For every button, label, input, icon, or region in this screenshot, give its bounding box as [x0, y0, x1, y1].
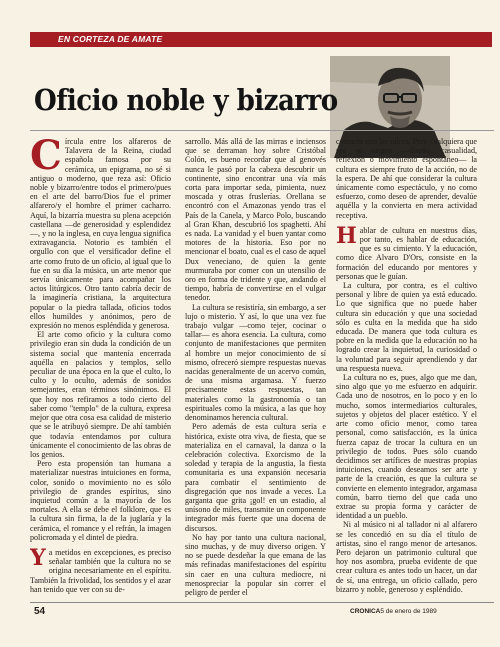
paragraph: No hay por tanto una cultura nacional, sino muchas, y de muy diverso origen. Y no se puede desdeñar la que emana de las más refinadas manifestaciones del espíritu sin caer en una cultura mediocre, ni menospreciar la popular sin correr el peligro de perder el — [185, 532, 326, 597]
page-number: 54 — [34, 606, 46, 617]
section-label: EN CORTEZA DE AMATE — [58, 34, 163, 44]
drop-cap: C — [30, 137, 62, 179]
paragraph: La cultura, por contra, es el cultivo personal y libre de quien ya está educado. Lo que significa que no puede haber cultura sin educación y que una sociedad sólo es culta en la medida que ha sido educada. De manera que toda cultura es pobre en la medida que la educación no ha logrado crear la inquietud, la curiosidad o la voluntad para seguir aprendiendo y dar una respuesta nueva. — [336, 281, 477, 373]
paragraph: sarrollo. Más allá de las mirras e inciensos que se derraman hoy sobre Cristóbal Colón, es bueno recordar que al genovés nunca le pasó por la cabeza descubrir un continente, sino encontrar una vía más corta para importar seda, pimienta, nuez moscada y otras fruslerías. Orellana se encontró con el Amazonas yendo tras el País de la Canela, y Marco Polo, buscando al Gran Khan, descubrió los spaghetti. Ahí es nada. La vanidad y el buen yantar como motores de la historia. Eso por no mencionar el boato, cual es el caso de aquel Dux veneciano, de quien la gente murmuraba por comer con un utensilio de oro en forma de tridente y que, andando el tiempo, habría de convertirse en el vulgar tenedor. — [185, 137, 326, 303]
column-1 — [30, 137, 171, 597]
paragraph: Ni al músico ni al tallador ni al alfarero se les concedió en su día el título de artistas, sino el rango menor de artesanos. Pero dejaron un patrimonio cultural que hoy nos asombra, prueba evidente de que crear cultura es antes todo un hacer, un dar de sí, una entrega, un oficio callado, pero bizarro y noble, generoso y espléndido. — [336, 520, 477, 594]
paragraph: El arte como oficio y la cultura como privilegio eran sin duda la condición de un sistema social que mantenía encerrada aquélla en palacios y templos, sello peculiar de una época en la que el culto, lo culto y lo oculto, además de sonidos semejantes, eran términos sinónimos. El que hoy nos refiramos a todo cierto del saber como "templo" de la cultura, expresa mejor que otra cosa esa calidad de misterio que se le atribuyó siempre. De ahí también que todavía entendamos por cultura únicamente el conocimiento de las obras de los genios. — [30, 330, 171, 459]
article-title: Oficio noble y bizarro — [34, 83, 338, 117]
title-rule — [30, 130, 494, 131]
paragraph: Hablar de cultura en nuestros días, por tanto, es hablar de educación, que es su cimiento. Y la educación, como dice Alvaro D'Ors, consiste en la formación del educando por mentores y personas que le guían. — [336, 222, 477, 281]
footer-credit — [350, 608, 437, 615]
drop-cap: Y — [30, 544, 46, 571]
issue-date: 5 de enero de 1989 — [380, 608, 437, 615]
paragraph: Ya metidos en excepciones, es preciso señalar también que la cultura no se origina necesariamente en el espíritu. También la frivolidad, los sentidos y el azar han tenido que ver con su de- — [30, 544, 171, 594]
drop-cap: H — [336, 222, 357, 249]
paragraph: contacto con las raíces. Pero cualquiera que sea su origen —diseño, casualidad, reflexión o movimiento espontáneo— la cultura es siempre fruto de la acción, no de la espera. De ahí que considerar la cultura únicamente como espectáculo, y no como esfuerzo, como deseo de aprender, devalúe aquélla y la convierta en mera actividad receptiva. — [336, 137, 477, 220]
magazine-name: CRONICA — [350, 608, 381, 615]
paragraph: Círcula entre los alfareros de Talavera de la Reina, ciudad española famosa por su cerámica, un epigrama, no sé si antiguo o moderno, que reza así: Oficio noble y bizarro/entre todos el primero/pues en el arte del barro/Dios fue el primer alfarero/y el hombre el primer cacharro. Aquí, la bizarría muestra su plena acepción castellana —de generosidad y esplendidez—, y no la inglesa, en cuya lengua significa extravagancia. Notorio es también el orgullo con que el versificador define el arte como fruto de un oficio, al igual que lo fue en su día la música, un arte menor que servía únicamente para acompañar los actos litúrgicos. Otro tanto cabría decir de la imaginería cristiana, la arquitectura popular o la piedra tallada, oficios todos ellos humildes y anónimos, pero de expresión no menos espléndida y generosa. — [30, 137, 171, 331]
column-2 — [185, 137, 326, 597]
footer-rule — [30, 602, 494, 603]
column-3 — [336, 137, 477, 597]
paragraph: Pero además de esta cultura seria e histórica, existe otra viva, de fiesta, que se materializa en el carnaval, la danza o la celebración colectiva. Exorcismo de la soledad y terapia de la angustia, la fiesta comunitaria es una expansión necesaria para combatir el sentimiento de disgregación que nos invade a veces. La garganta que grita ¡gol! en un estadio, al unísono de miles, transmite un componente integrador más fuerte que una docena de discursos. — [185, 422, 326, 533]
paragraph: Pero esta propensión tan humana a materializar nuestras intuiciones en forma, color, sonido o movimiento no es sólo privilegio de grandes espíritus, sino inquietud común a la mayoría de los mortales. A ella se debe el folklore, que es la cultura sin firma, la de la juglaría y la cerámica, el romance y el refrán, la imagen policromada y el dintel de piedra. — [30, 459, 171, 542]
paragraph: La cultura se resistiría, sin embargo, a ser lujo o misterio. Y así, lo que una vez fue trabajo vulgar —como tejer, cocinar o tallar— es ahora esencia. La cultura, como conjunto de manifestaciones que permiten al hombre un mejor conocimiento de sí mismo, ofreceró siempre respuestas nuevas nacidas generalmente de un acervo común, de una misma argamasa. Y fuerzo precisamente estas respuestas, tan materiales como la gastronomía o tan espirituales como la música, a las que hoy denominamos herencia cultural. — [185, 302, 326, 423]
paragraph: La cultura no es, pues, algo que me dan, sino algo que yo me esfuerzo en adquirir. Cada uno de nosotros, en lo poco y en lo mucho, somos intermediarios culturales, sujetos y objetos del placer estético. Y el arte como oficio menor, como tarea personal, como satisfacción, es la única fuerza capaz de trocar la cultura en un privilegio de todos. Pues sólo cuando decidimos ser artífices de nuestras propias intuiciones, cuando deseamos ser arte y parte de la creación, es que la cultura se convierte en elemento integrador, argamasa común, barro tierno del que cada uno extrae su propia forma y carácter de identidad a un pueblo. — [336, 373, 477, 521]
